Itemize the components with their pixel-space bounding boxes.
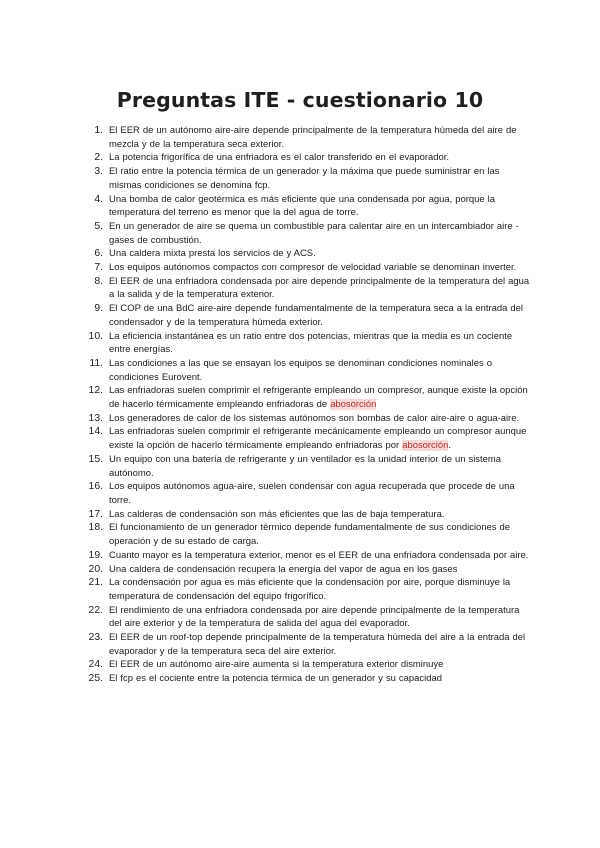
question-text [109,247,531,261]
question-text-body: El fcp es el cociente entre la potencia térmica de un generador y su capacidad [109,673,442,685]
question-number: 18. [88,522,103,534]
question-text [109,508,531,522]
question-list [0,124,600,686]
question-item [0,330,600,357]
question-text [109,124,531,151]
question-text-body: El funcionamiento de un generador térmico depende fundamentalmente de sus condiciones de operación y de su estado de carga. [109,522,511,548]
question-number: 11. [89,357,103,369]
question-text-body: Un equipo con una batería de refrigerante y un ventilador es la unidad interior de un sistema autónomo. [109,453,502,479]
question-item [0,631,600,658]
question-item [0,220,600,247]
question-text [109,302,531,329]
question-text-body: Cuanto mayor es la temperatura exterior, menor es el EER de una enfriadora condensada por aire. [109,549,529,561]
question-number: 17. [88,508,103,520]
question-text-body: La condensación por agua es más eficiente que la condensación por aire, porque disminuye la temperatura de condensación del equipo frigorífico. [109,577,511,602]
question-number: 22. [88,604,103,616]
question-text-body: El EER de un autónomo aire-aire depende principalmente de la temperatura húmeda del aire de mezcla y de la temperatura seca exterior. [109,125,517,150]
question-number: 7. [94,262,103,274]
question-item [0,508,600,522]
question-item [0,658,600,672]
question-item [0,672,600,686]
question-text-body: Una bomba de calor geotérmica es más eficiente que una condensada por agua, porque la temperatura del terreno es menor que la del agua de torre. [109,193,495,219]
question-text-body: En un generador de aire se quema un combustible para calentar aire en un intercambiador aire - gases de combustión. [109,220,519,246]
question-number: 19. [88,549,103,561]
question-number: 20. [88,563,103,575]
question-text [109,549,531,563]
question-item [0,576,600,603]
question-number: 14. [88,426,103,438]
question-text [109,425,531,452]
question-text-body: El EER de una enfriadora condensada por aire depende principalmente de la temperatura del agua a la salida y de la temperatura exterior. [109,275,530,301]
question-text-body: Los generadores de calor de los sistemas autónomos son bombas de calor aire-aire o agua-aire. [109,412,520,424]
question-text-body: El ratio entre la potencia térmica de un generador y la máxima que puede suministrar en las mismas condiciones se denomina fcp. [109,166,500,191]
highlighted-word: abosorción [402,440,449,452]
question-item [0,425,600,452]
question-item [0,275,600,302]
question-number: 3. [94,166,103,178]
question-text-body: Las enfriadoras suelen comprimir el refrigerante empleando un compresor, aunque existe la opción de hacerlo térmicamente empleando enfriadoras de [109,385,528,411]
question-item [0,384,600,411]
question-number: 15. [88,453,103,465]
question-text [109,193,531,220]
question-item [0,261,600,275]
highlighted-word: abosorción [330,399,377,411]
question-text [109,576,531,603]
question-text [109,521,531,548]
question-number: 24. [88,659,103,671]
question-item [0,124,600,151]
question-text [109,275,531,302]
question-number: 13. [88,412,103,424]
question-text [109,631,531,658]
question-text-body: El EER de un roof-top depende principalmente de la temperatura húmeda del aire a la entrada del evaporador y de la temperatura seca del aire exterior. [109,632,526,657]
question-number: 9. [94,303,103,315]
question-number: 5. [94,220,103,232]
question-text [109,412,531,426]
question-text [109,563,531,577]
question-text [109,672,531,686]
question-item [0,151,600,165]
question-number: 1. [94,125,103,136]
question-number: 16. [88,481,103,493]
question-text-suffix: . [448,440,451,452]
question-number: 6. [94,248,103,260]
question-text-body: Una caldera de condensación recupera la energía del vapor de agua en los gases [109,563,458,575]
question-text [109,453,531,480]
question-item [0,549,600,563]
question-number: 23. [88,632,103,644]
question-text [109,384,531,411]
question-number: 12. [88,385,103,397]
page-title: Preguntas ITE - cuestionario 10 [116,88,484,112]
question-text [109,604,531,631]
question-text-body: Las condiciones a las que se ensayan los equipos se denominan condiciones nominales o condiciones Eurovent. [109,357,492,383]
question-text [109,480,531,507]
question-number: 25. [88,673,103,685]
question-text-body: Las calderas de condensación son más eficientes que las de baja temperatura. [109,508,445,520]
question-item [0,247,600,261]
question-number: 4. [94,193,103,205]
question-item [0,412,600,426]
question-text [109,330,531,357]
question-item [0,521,600,548]
question-item [0,480,600,507]
question-text-body: El EER de un autónomo aire-aire aumenta si la temperatura exterior disminuye [109,659,444,671]
question-item [0,604,600,631]
question-number: 10. [88,330,103,342]
question-text [109,658,531,672]
question-text [109,165,531,192]
question-text-body: Las enfriadoras suelen comprimir el refrigerante mecánicamente empleando un compresor aunque existe la opción de hacerlo térmicamente empleando enfriadoras por [109,426,527,452]
question-text [109,151,531,165]
question-text-body: La eficiencia instantánea es un ratio entre dos potencias, mientras que la media es un cociente entre energías. [109,330,513,356]
question-item [0,193,600,220]
question-text-body: Una caldera mixta presta los servicios de y ACS. [109,248,316,260]
question-text [109,220,531,247]
question-text [109,357,531,384]
question-item [0,563,600,577]
question-number: 8. [94,275,103,287]
question-text-body: La potencia frigorífica de una enfriadora es el calor transferido en el evaporador. [109,152,450,164]
question-item [0,165,600,192]
question-item [0,302,600,329]
question-number: 2. [94,152,103,164]
question-text [109,261,531,275]
question-text-body: Los equipos autónomos compactos con compresor de velocidad variable se denominan inverter. [109,262,517,274]
question-text-body: Los equipos autónomos agua-aire, suelen condensar con agua recuperada que procede de una torre. [109,481,515,506]
question-item [0,453,600,480]
question-text-body: El COP de una BdC aire-aire depende fundamentalmente de la temperatura seca a la entrada del condensador y de la temperatura húmeda exterior. [109,303,523,328]
question-text-body: El rendimiento de una enfriadora condensada por aire depende principalmente de la temperatura del aire exterior y de la temperatura de salida del agua del evaporador. [109,604,520,630]
question-number: 21. [88,577,103,589]
question-item [0,357,600,384]
